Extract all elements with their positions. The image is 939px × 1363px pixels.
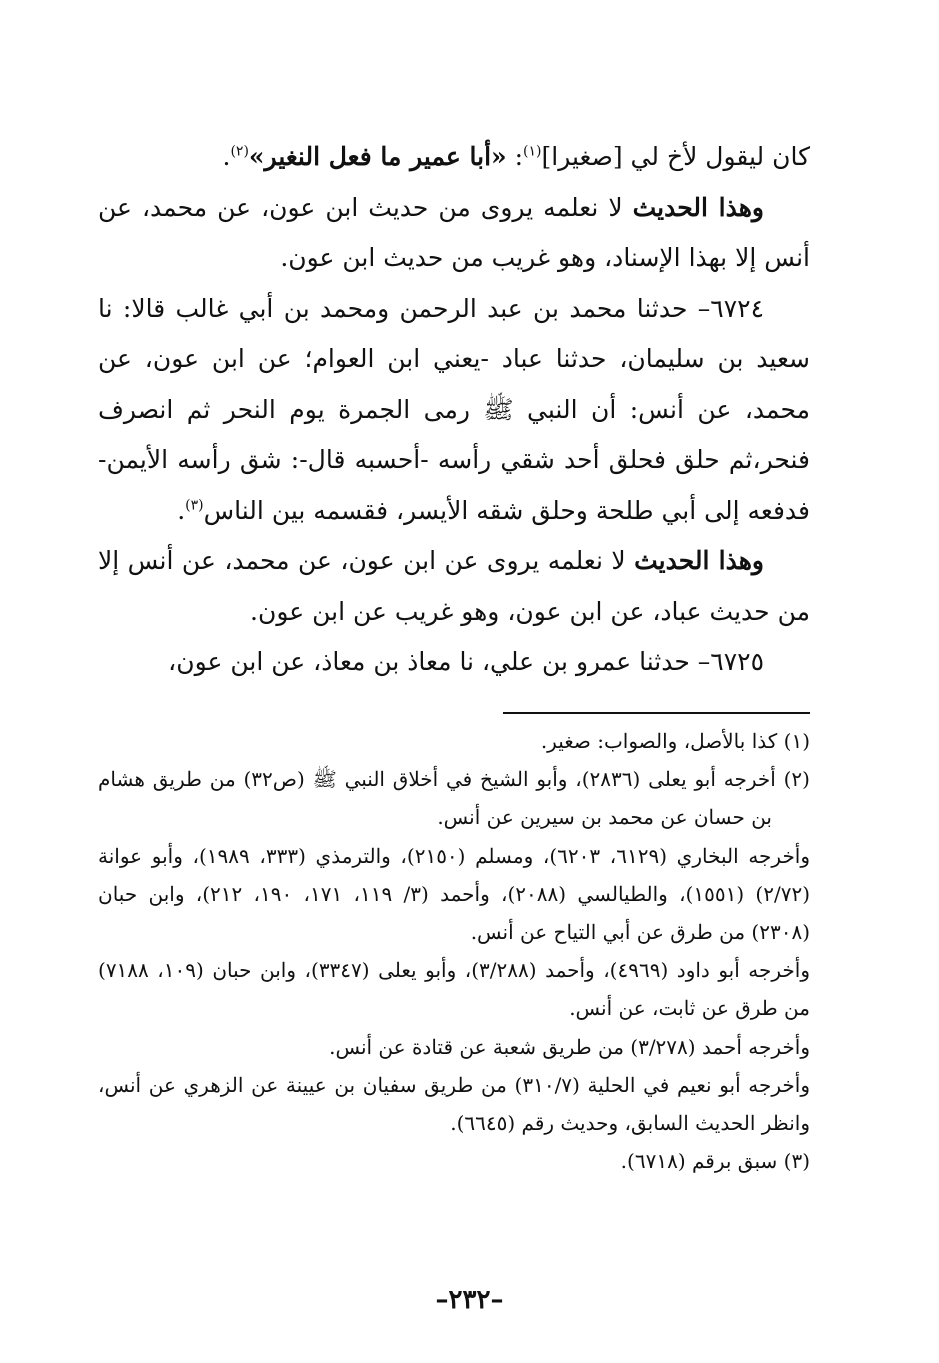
paragraph-1 <box>98 132 810 183</box>
page-number: –٢٣٢– <box>435 1285 504 1315</box>
p1-end: . <box>222 142 231 171</box>
footnote-1: (١) كذا بالأصل، والصواب: صغير. <box>540 729 810 753</box>
p4-text: لا نعلمه يروى عن ابن عون، عن محمد، عن أنس إلا من حديث عباد، عن ابن عون، وهو غريب عن ابن عون. <box>98 546 810 626</box>
footnote-separator <box>503 712 810 714</box>
footnote-2-abudawud: وأخرجه أبو داود (٤٩٦٩)، وأحمد (٣/٢٨٨)، وأبو يعلى (٣٣٤٧)، وابن حبان (١٠٩، ٧١٨٨) من طرق عن ثابت، عن أنس. <box>98 958 811 1021</box>
p2-lead: وهذا الحديث <box>632 192 764 222</box>
footnote-2-ahmad: وأخرجه أحمد (٣/٢٧٨) من طريق شعبة عن قتادة عن أنس. <box>329 1034 810 1059</box>
main-text <box>98 132 810 688</box>
p3-text: ٦٧٢٤– حدثنا محمد بن عبد الرحمن ومحمد بن أبي غالب قالا: نا سعيد بن سليمان، حدثنا عباد -يعني ابن العوام؛ عن ابن عون، عن محمد، عن أنس: أن النبي ﷺ رمى الجمرة يوم النحر ثم انصرف فنحر،ثم حلق فحلق أحد شقي رأسه -أحسبه قال-: شق رأسه الأيمن- فدفعه إلى أبي طلحة وحلق شقه الأيسر، فقسمه بين الناس <box>98 293 810 525</box>
footnote-2-bukhari: وأخرجه البخاري (٦١٢٩، ٦٢٠٣)، ومسلم (٢١٥٠)، والترمذي (٣٣٣، ١٩٨٩)، وأبو عوانة (٢/٧٢) (١٥٥١)، والطيالسي (٢٠٨٨)، وأحمد (٣/ ١١٩، ١٧١، ١٩٠، ٢١٢)، وابن حبان (٢٣٠٨) من طرق عن أبي التياح عن أنس. <box>98 843 811 945</box>
p4-lead: وهذا الحديث <box>634 546 764 575</box>
paragraph-5 <box>98 637 810 688</box>
footnotes <box>98 722 810 1180</box>
p5-text: ٦٧٢٥– حدثنا عمرو بن علي، نا معاذ بن معاذ، عن ابن عون، <box>168 647 764 676</box>
p1-mid: : <box>506 142 524 171</box>
p1-quote: «أبا عمير ما فعل النغير» <box>248 142 507 171</box>
footnote-2-abunuaym: وأخرجه أبو نعيم في الحلية (٣١٠/٧) من طريق سفيان بن عيينة عن الزهري عن أنس، وانظر الحديث السابق، وحديث رقم (٦٦٤٥). <box>98 1072 810 1136</box>
footnote-3: (٣) سبق برقم (٦٧١٨). <box>620 1149 810 1174</box>
paragraph-2 <box>98 183 810 284</box>
paragraph-3 <box>98 284 810 537</box>
footnote-ref-3: (٣) <box>185 497 204 514</box>
footnote-ref-1: (١) <box>523 143 542 160</box>
footnote-ref-2: (٢) <box>230 143 249 160</box>
paragraph-4 <box>98 536 810 637</box>
footnote-2-main: (٢) أخرجه أبو يعلى (٢٨٣٦)، وأبو الشيخ في أخلاق النبي ﷺ (ص٣٢) من طريق هشام بن حسان عن محمد بن سيرين عن أنس. <box>98 767 810 830</box>
p2-text: لا نعلمه يروى من حديث ابن عون، عن محمد، عن أنس إلا بهذا الإسناد، وهو غريب من حديث ابن عون. <box>98 192 810 272</box>
p3-end: . <box>177 495 186 525</box>
p1-text: كان ليقول لأخ لي [صغيرا] <box>541 142 810 171</box>
